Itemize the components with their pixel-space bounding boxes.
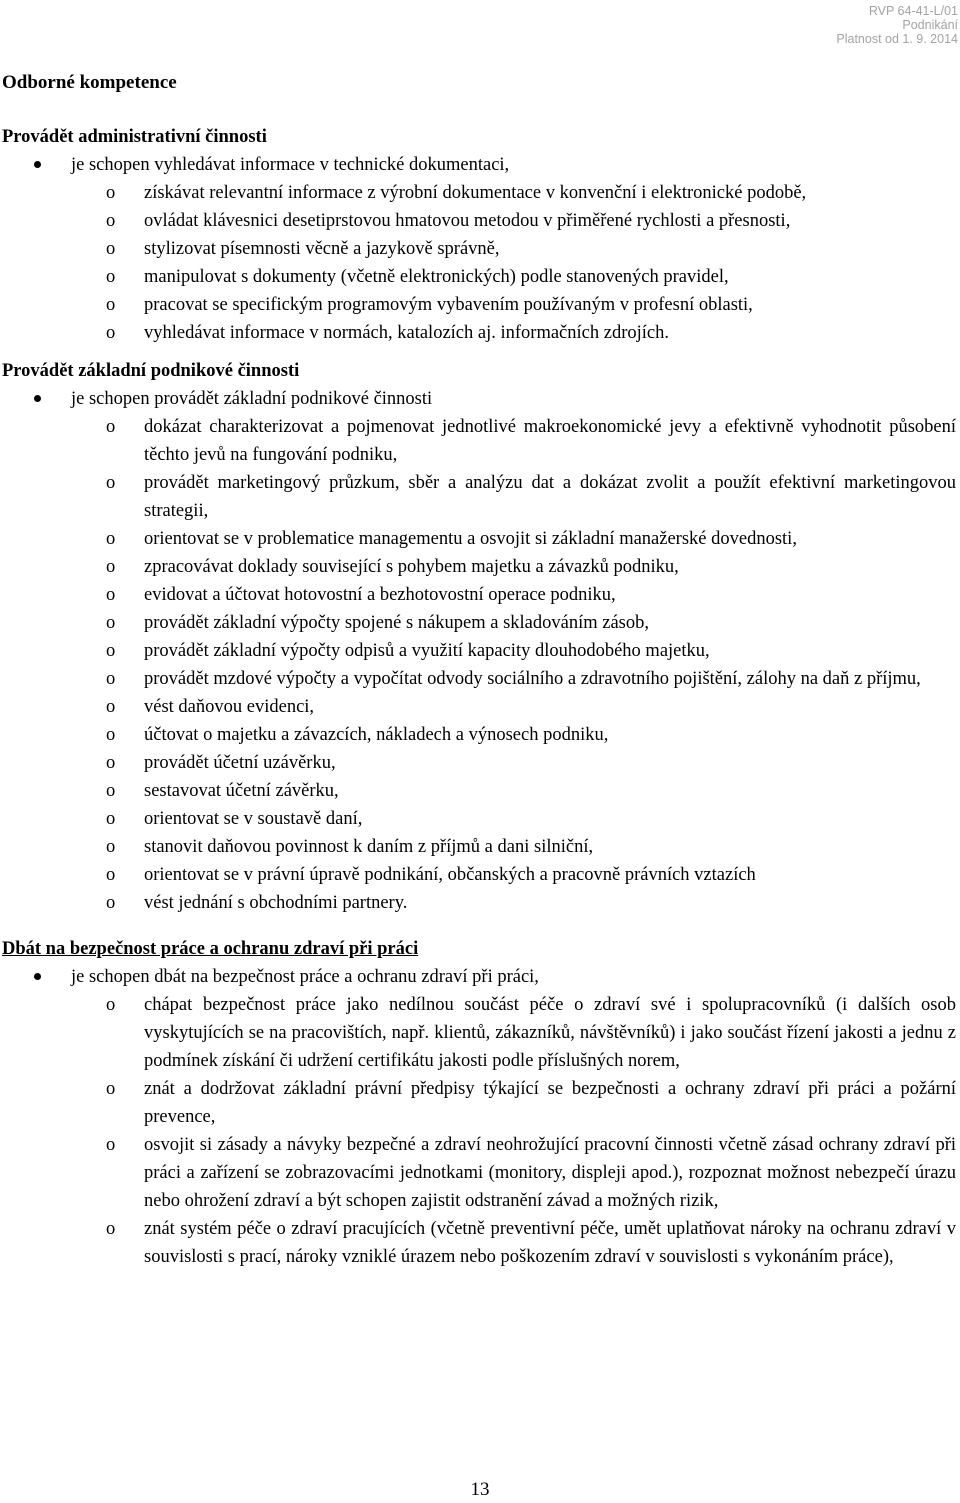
list-item [0,179,956,207]
list-item [0,235,956,263]
list-item-text: pracovat se specifickým programovým vybavením používaným v profesní oblasti, [144,295,753,315]
list-item [0,693,956,721]
list-item-text: stanovit daňovou povinnost k daním z příjmů a dani silniční, [144,837,594,857]
circle-bullet-icon: o [106,1135,116,1155]
circle-bullet-icon: o [106,295,116,315]
circle-bullet-icon: o [106,865,116,885]
sub-list [0,413,956,917]
list-item [0,291,956,319]
bullet-item [0,963,956,991]
circle-bullet-icon: o [106,1219,116,1239]
circle-bullet-icon: o [106,323,116,343]
list-item-text: provádět základní výpočty spojené s nákupem a skladováním zásob, [144,613,650,633]
page-title: Odborné kompetence [2,72,177,93]
bullet-text: je schopen dbát na bezpečnost práce a ochranu zdraví při práci, [71,967,539,987]
list-item-text: znát systém péče o zdraví pracujících (včetně preventivní péče, umět uplatňovat nároky na ochranu zdraví v souvislosti s prací, nároky vzniklé úrazem nebo poškozením zdraví v souvislosti s vykonáním práce), [144,1219,956,1267]
list-item-text: provádět základní výpočty odpisů a využití kapacity dlouhodobého majetku, [144,641,710,661]
list-item [0,319,956,347]
circle-bullet-icon: o [106,753,116,773]
list-item-text: získávat relevantní informace z výrobní dokumentace v konvenční i elektronické podobě, [144,183,807,203]
list-item-text: účtovat o majetku a závazcích, nákladech a výnosech podniku, [144,725,609,745]
section-heading: Provádět administrativní činnosti [2,127,267,147]
list-item-text: ovládat klávesnici desetiprstovou hmatovou metodou v přiměřené rychlosti a přesnosti, [144,211,791,231]
list-item [0,665,956,693]
list-item [0,1075,956,1131]
list-item [0,889,956,917]
page-number: 13 [470,1479,490,1500]
list-item [0,525,956,553]
list-item [0,721,956,749]
list-item-text: vést jednání s obchodními partnery. [144,893,408,913]
list-item-text: znát a dodržovat základní právní předpisy týkající se bezpečnosti a ochrany zdraví při práci a požární prevence, [144,1079,956,1127]
circle-bullet-icon: o [106,613,116,633]
list-item [0,609,956,637]
circle-bullet-icon: o [106,1079,116,1099]
circle-bullet-icon: o [106,725,116,745]
competence-section [0,935,956,1271]
circle-bullet-icon: o [106,837,116,857]
competence-section [0,123,956,347]
bullet-text: je schopen vyhledávat informace v technické dokumentaci, [71,155,510,175]
bullet-dot-icon [34,973,41,980]
document-header [718,4,958,46]
list-item-text: zpracovávat doklady související s pohybem majetku a závazků podniku, [144,557,679,577]
list-item [0,263,956,291]
list-item-text: provádět marketingový průzkum, sběr a analýzu dat a dokázat zvolit a použít efektivní marketingovou strategii, [144,473,956,521]
section-gap [0,347,956,357]
section-gap [0,917,956,935]
list-item-text: vést daňovou evidenci, [144,697,315,717]
document-body [0,123,956,1271]
circle-bullet-icon: o [106,557,116,577]
circle-bullet-icon: o [106,669,116,689]
sub-list [0,179,956,347]
header-validity: Platnost od 1. 9. 2014 [836,32,958,46]
list-item [0,1131,956,1215]
list-item-text: vyhledávat informace v normách, katalozích aj. informačních zdrojích. [144,323,669,343]
circle-bullet-icon: o [106,183,116,203]
list-item-text: osvojit si zásady a návyky bezpečné a zdraví neohrožující pracovní činnosti včetně zásad ochrany zdraví při práci a zařízení se zobrazovacími jednotkami (monitory, displeji apod.), rozpoznat možnost nebezpečí úrazu nebo ohrožení zdraví a být schopen zajistit odstranění závad a možných rizik, [144,1135,956,1211]
bullet-text: je schopen provádět základní podnikové činnosti [71,389,433,409]
list-item [0,749,956,777]
list-item [0,553,956,581]
competence-section [0,357,956,917]
section-heading: Provádět základní podnikové činnosti [2,361,300,381]
list-item-text: evidovat a účtovat hotovostní a bezhotovostní operace podniku, [144,585,616,605]
list-item [0,777,956,805]
list-item-text: orientovat se v problematice managementu a osvojit si základní manažerské dovednosti, [144,529,797,549]
list-item [0,1215,956,1271]
sub-list [0,991,956,1271]
circle-bullet-icon: o [106,529,116,549]
circle-bullet-icon: o [106,781,116,801]
bullet-dot-icon [34,161,41,168]
bullet-item [0,385,956,413]
list-item-text: orientovat se v soustavě daní, [144,809,363,829]
list-item [0,991,956,1075]
list-item-text: stylizovat písemnosti věcně a jazykově správně, [144,239,500,259]
circle-bullet-icon: o [106,641,116,661]
circle-bullet-icon: o [106,211,116,231]
list-item [0,581,956,609]
list-item-text: orientovat se v právní úpravě podnikání, občanských a pracovně právních vztazích [144,865,756,885]
section-heading: Dbát na bezpečnost práce a ochranu zdraví při práci [2,939,419,959]
list-item [0,413,956,469]
list-item [0,207,956,235]
bullet-dot-icon [34,395,41,402]
list-item-text: manipulovat s dokumenty (včetně elektronických) podle stanovených pravidel, [144,267,729,287]
circle-bullet-icon: o [106,809,116,829]
bullet-item [0,151,956,179]
circle-bullet-icon: o [106,473,116,493]
list-item [0,861,956,889]
circle-bullet-icon: o [106,239,116,259]
list-item-text: provádět účetní uzávěrku, [144,753,336,773]
header-code: RVP 64-41-L/01 [868,4,958,18]
list-item [0,805,956,833]
circle-bullet-icon: o [106,585,116,605]
circle-bullet-icon: o [106,267,116,287]
list-item-text: sestavovat účetní závěrku, [144,781,339,801]
list-item-text: dokázat charakterizovat a pojmenovat jednotlivé makroekonomické jevy a efektivně vyhodnotit působení těchto jevů na fungování podniku, [144,417,956,465]
list-item [0,637,956,665]
circle-bullet-icon: o [106,417,116,437]
circle-bullet-icon: o [106,697,116,717]
circle-bullet-icon: o [106,893,116,913]
list-item [0,469,956,525]
header-field: Podnikání [902,18,958,32]
list-item [0,833,956,861]
list-item-text: provádět mzdové výpočty a vypočítat odvody sociálního a zdravotního pojištění, zálohy na daň z příjmu, [144,669,921,689]
list-item-text: chápat bezpečnost práce jako nedílnou součást péče o zdraví své i spolupracovníků (i dalších osob vyskytujících se na pracovištích, např. klientů, zákazníků, návštěvníků) i jako součást řízení jakosti a jednu z podmínek získání či udržení certifikátu jakosti podle příslušných norem, [144,995,956,1071]
circle-bullet-icon: o [106,995,116,1015]
